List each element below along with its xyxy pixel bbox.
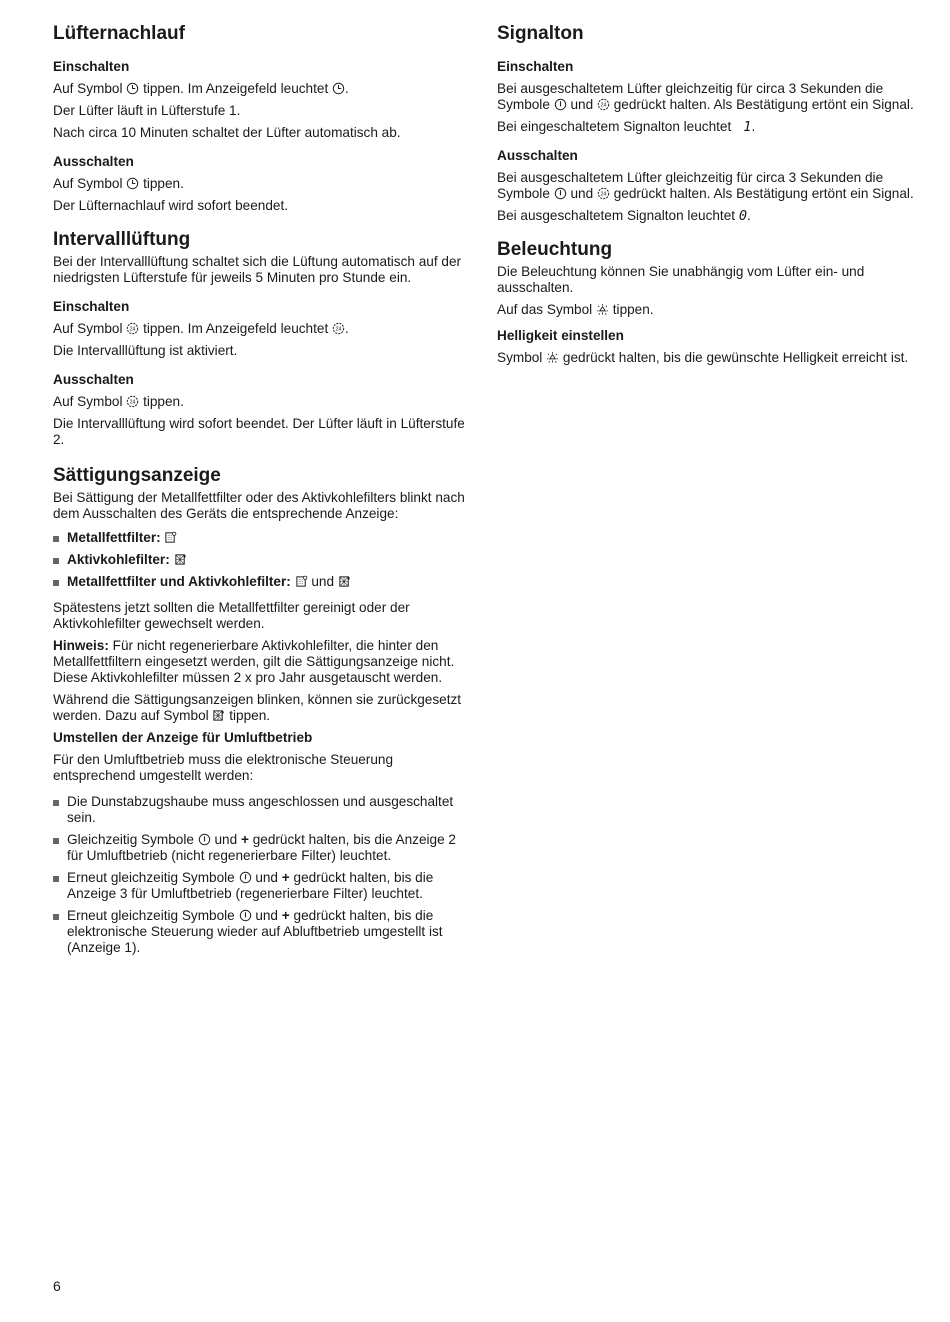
paragraph bbox=[53, 321, 473, 337]
paragraph bbox=[53, 692, 473, 724]
text: Auf Symbol bbox=[53, 81, 123, 96]
power-icon bbox=[198, 833, 211, 846]
timer-icon bbox=[332, 82, 345, 95]
text: Auf Symbol bbox=[53, 321, 123, 336]
segment-display-1-icon: 1 bbox=[735, 119, 752, 135]
power-icon bbox=[239, 909, 252, 922]
paragraph: Die Beleuchtung können Sie unabhängig vom Lüfter ein- und ausschalten. bbox=[497, 264, 865, 295]
text: Auf das Symbol bbox=[497, 302, 593, 317]
text: gedrückt halten. Als Bestätigung ertönt ein Signal. bbox=[613, 186, 914, 201]
paragraph: Für den Umluftbetrieb muss die elektronische Steuerung entsprechend umgestellt werden: bbox=[53, 752, 394, 783]
filter-list bbox=[53, 530, 473, 590]
text: Bei ausgeschaltetem Lüfter gleichzeitig für circa 3 Sekunden die Symbole bbox=[497, 170, 884, 201]
text: . bbox=[345, 81, 349, 96]
text: tippen. bbox=[229, 708, 271, 723]
text: tippen. Im Anzeigefeld leuchtet bbox=[143, 321, 329, 336]
text: tippen. bbox=[143, 176, 184, 191]
list-item bbox=[53, 552, 473, 568]
text: . bbox=[345, 321, 349, 336]
list-item bbox=[53, 574, 473, 590]
plus-icon: + bbox=[281, 908, 290, 923]
subhead-ausschalten: Ausschalten bbox=[53, 154, 134, 169]
section-title-beleuchtung: Beleuchtung bbox=[497, 239, 613, 260]
interval-icon bbox=[597, 187, 610, 200]
text: tippen. Im Anzeigefeld leuchtet bbox=[143, 81, 329, 96]
text: Bei ausgeschaltetem Signalton leuchtet bbox=[497, 208, 736, 223]
text: . bbox=[751, 119, 756, 134]
text: und bbox=[570, 186, 594, 201]
text: und bbox=[311, 574, 335, 589]
text: Bei eingeschaltetem Signalton leuchtet bbox=[497, 119, 732, 134]
paragraph bbox=[53, 394, 473, 410]
text: und bbox=[570, 97, 594, 112]
paragraph bbox=[497, 170, 917, 202]
section-title-luefternachlauf: Lüfternachlauf bbox=[53, 23, 185, 44]
subhead-einschalten: Einschalten bbox=[53, 59, 130, 74]
light-icon bbox=[596, 303, 609, 316]
paragraph: Der Lüfter läuft in Lüfterstufe 1. bbox=[53, 103, 241, 118]
timer-icon bbox=[126, 177, 139, 190]
section-title-intervall: Intervalllüftung bbox=[53, 229, 191, 250]
power-icon bbox=[239, 871, 252, 884]
carbon-filter-icon bbox=[174, 553, 187, 566]
text: Auf Symbol bbox=[53, 394, 123, 409]
paragraph bbox=[497, 119, 917, 135]
paragraph bbox=[53, 81, 473, 97]
text: Bei ausgeschaltetem Lüfter gleichzeitig für circa 3 Sekunden die Symbole bbox=[497, 81, 884, 112]
paragraph: Die Intervalllüftung wird sofort beendet. Der Lüfter läuft in Lüfterstufe 2. bbox=[53, 416, 465, 447]
interval-icon bbox=[126, 395, 139, 408]
note-label: Hinweis: bbox=[53, 638, 109, 653]
text: Auf Symbol bbox=[53, 176, 123, 191]
text: Für nicht regenerierbare Aktivkohlefilter, die hinter den Metallfettfiltern eingesetzt werden, gilt die Sättigungsanzeige nicht. Diese Aktivkohlefilter müssen 2 x pro Jahr ausgetauscht werden. bbox=[53, 638, 455, 685]
text: Metallfettfilter und Aktivkohlefilter: bbox=[67, 574, 291, 589]
paragraph bbox=[497, 208, 917, 224]
subhead-ausschalten: Ausschalten bbox=[53, 372, 134, 387]
light-icon bbox=[546, 351, 559, 364]
text: und bbox=[214, 832, 238, 847]
paragraph bbox=[497, 350, 917, 366]
power-icon bbox=[554, 187, 567, 200]
metal-filter-icon bbox=[164, 531, 177, 544]
right-column bbox=[497, 22, 917, 366]
interval-icon bbox=[126, 322, 139, 335]
carbon-filter-icon bbox=[338, 575, 351, 588]
text: gedrückt halten, bis die Anzeige 2 für Umluftbetrieb (nicht regenerierbare Filter) leuchtet. bbox=[67, 832, 456, 863]
power-icon bbox=[554, 98, 567, 111]
paragraph: Bei Sättigung der Metallfettfilter oder des Aktivkohlefilters blinkt nach dem Ausschalten des Geräts die entsprechende Anzeige: bbox=[53, 490, 465, 521]
plus-icon: + bbox=[281, 870, 290, 885]
text: Gleichzeitig Symbole bbox=[67, 832, 194, 847]
text: Metallfettfilter: bbox=[67, 530, 161, 545]
paragraph: Spätestens jetzt sollten die Metallfettfilter gereinigt oder der Aktivkohlefilter gewechselt werden. bbox=[53, 600, 410, 631]
text: und bbox=[255, 870, 278, 885]
timer-icon bbox=[126, 82, 139, 95]
paragraph bbox=[497, 302, 917, 318]
left-column bbox=[53, 22, 473, 956]
paragraph: Bei der Intervalllüftung schaltet sich die Lüftung automatisch auf der niedrigsten Lüfterstufe für jeweils 5 Minuten pro Stunde ein. bbox=[53, 254, 462, 285]
metal-filter-icon bbox=[295, 575, 308, 588]
paragraph bbox=[497, 81, 917, 113]
section-title-signalton: Signalton bbox=[497, 23, 584, 44]
subhead-einschalten: Einschalten bbox=[497, 59, 574, 74]
umluft-list bbox=[53, 794, 473, 956]
text: gedrückt halten, bis die Anzeige 3 für Umluftbetrieb (regenerierbare Filter) leuchtet. bbox=[67, 870, 434, 901]
text: gedrückt halten, bis die gewünschte Helligkeit erreicht ist. bbox=[562, 350, 909, 365]
paragraph bbox=[53, 638, 473, 686]
paragraph: Der Lüfternachlauf wird sofort beendet. bbox=[53, 198, 289, 213]
page-number: 6 bbox=[53, 1278, 61, 1294]
text: Erneut gleichzeitig Symbole bbox=[67, 870, 235, 885]
carbon-filter-icon bbox=[212, 709, 225, 722]
interval-icon bbox=[332, 322, 345, 335]
list-item bbox=[53, 832, 473, 864]
text: tippen. bbox=[612, 302, 654, 317]
list-item bbox=[53, 908, 473, 956]
interval-icon bbox=[597, 98, 610, 111]
text: und bbox=[255, 908, 278, 923]
plus-icon: + bbox=[240, 832, 249, 847]
subhead-einschalten: Einschalten bbox=[53, 299, 130, 314]
paragraph: Nach circa 10 Minuten schaltet der Lüfter automatisch ab. bbox=[53, 125, 401, 140]
subhead-umluft: Umstellen der Anzeige für Umluftbetrieb bbox=[53, 730, 313, 745]
paragraph: Die Intervalllüftung ist aktiviert. bbox=[53, 343, 238, 358]
text: Aktivkohlefilter: bbox=[67, 552, 170, 567]
text: . bbox=[747, 208, 751, 223]
subhead-helligkeit: Helligkeit einstellen bbox=[497, 328, 624, 343]
text: gedrückt halten, bis die elektronische Steuerung wieder auf Abluftbetrieb umgestellt ist (Anzeige 1). bbox=[67, 908, 443, 955]
subhead-ausschalten: Ausschalten bbox=[497, 148, 578, 163]
text: Erneut gleichzeitig Symbole bbox=[67, 908, 235, 923]
text: Während die Sättigungsanzeigen blinken, können sie zurückgesetzt werden. Dazu auf Symbol bbox=[53, 692, 462, 723]
text: Symbol bbox=[497, 350, 543, 365]
text: tippen. bbox=[143, 394, 184, 409]
section-title-saettigung: Sättigungsanzeige bbox=[53, 465, 221, 486]
list-item bbox=[53, 530, 473, 546]
list-item: Die Dunstabzugshaube muss angeschlossen und ausgeschaltet sein. bbox=[53, 794, 473, 826]
segment-display-0-icon: 0 bbox=[738, 208, 748, 224]
paragraph bbox=[53, 176, 473, 192]
text: gedrückt halten. Als Bestätigung ertönt ein Signal. bbox=[613, 97, 914, 112]
list-item bbox=[53, 870, 473, 902]
